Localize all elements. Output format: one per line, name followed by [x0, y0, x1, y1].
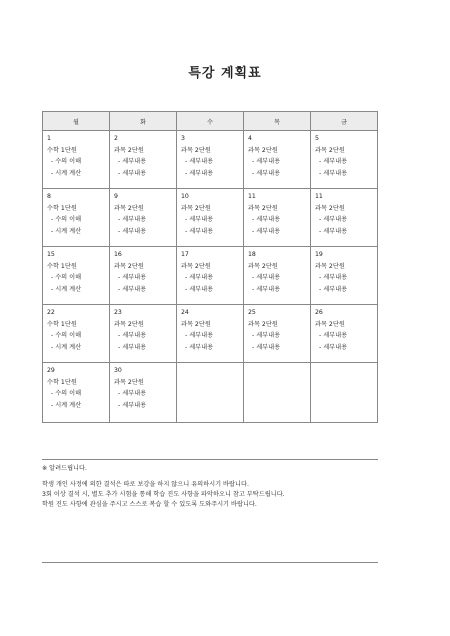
notice-heading: ※ 알려드립니다. [42, 465, 87, 472]
day-number: 1 [47, 135, 51, 142]
lesson-item: - 수의 이해 [51, 332, 82, 339]
day-cell [110, 131, 177, 189]
day-cell [43, 189, 110, 247]
lesson-title: 수학 1단원 [47, 204, 77, 212]
day-number: 10 [181, 193, 189, 200]
day-number: 11 [248, 193, 256, 200]
lesson-title: 과목 2단원 [248, 204, 278, 212]
divider-top [42, 459, 378, 460]
day-cell [43, 247, 110, 305]
lesson-item: - 수의 이해 [51, 390, 82, 397]
lesson-item: - 세부내용 [185, 285, 214, 293]
lesson-title: 과목 2단원 [181, 204, 211, 212]
notice-line: 학원 진도 사항에 관심을 주시고 스스로 복습 할 수 있도록 도와주시기 바랍니다. [42, 501, 257, 508]
lesson-item: - 시계 계산 [51, 401, 82, 409]
day-number: 18 [248, 251, 256, 258]
week-row [43, 189, 378, 247]
day-cell [110, 189, 177, 247]
lesson-title [181, 377, 240, 389]
lesson-title: 과목 2단원 [315, 146, 345, 154]
day-number: 25 [248, 309, 256, 316]
day-number: 2 [114, 135, 118, 142]
notice-line: 3회 이상 결석 시, 별도 추가 시험을 통해 학습 진도 사항을 파악하오니 참고 부탁드립니다. [42, 491, 285, 498]
lesson-item: - 세부내용 [252, 158, 281, 165]
day-number [248, 365, 307, 377]
lesson-item: - 세부내용 [185, 343, 214, 351]
lesson-item: - 세부내용 [252, 343, 281, 351]
week-row [43, 131, 378, 189]
lesson-title: 과목 2단원 [114, 146, 144, 154]
day-cell [311, 305, 378, 363]
day-cell [311, 363, 378, 423]
day-number: 8 [47, 193, 51, 200]
lesson-item [315, 400, 374, 412]
day-cell [311, 189, 378, 247]
lesson-item: - 세부내용 [118, 343, 147, 351]
day-number [315, 365, 374, 377]
day-cell [177, 131, 244, 189]
lesson-item: - 시계 계산 [51, 343, 82, 351]
day-cell [43, 131, 110, 189]
lesson-item: - 세부내용 [185, 158, 214, 165]
lesson-title: 과목 2단원 [181, 262, 211, 270]
day-number: 9 [114, 193, 118, 200]
day-cell [311, 247, 378, 305]
day-number [181, 365, 240, 377]
lesson-title: 수학 1단원 [47, 262, 77, 270]
day-number: 23 [114, 309, 122, 316]
lesson-item: - 세부내용 [118, 285, 147, 293]
lesson-title: 과목 2단원 [114, 320, 144, 328]
day-cell [244, 189, 311, 247]
lesson-item: - 세부내용 [252, 169, 281, 177]
day-number: 4 [248, 135, 252, 142]
day-number: 17 [181, 251, 189, 258]
day-cell [244, 305, 311, 363]
lesson-title: 과목 2단원 [315, 320, 345, 328]
day-number: 16 [114, 251, 122, 258]
lesson-item: - 세부내용 [185, 169, 214, 177]
lesson-item: - 세부내용 [118, 158, 147, 165]
lesson-title: 수학 1단원 [47, 320, 77, 328]
page-title: 특강 계획표 [188, 66, 262, 81]
day-number: 3 [181, 135, 185, 142]
day-number: 5 [315, 135, 319, 142]
lesson-item [248, 400, 307, 412]
week-row [43, 363, 378, 423]
lesson-item: - 세부내용 [319, 169, 348, 177]
notice-line: 학생 개인 사정에 의한 결석은 따로 보강을 하지 않으니 유의하시기 바랍니다. [42, 481, 249, 488]
day-cell [244, 247, 311, 305]
lesson-item: - 세부내용 [118, 332, 147, 339]
header-thu: 목 [244, 112, 311, 131]
header-mon: 월 [43, 112, 110, 131]
header-fri: 금 [311, 112, 378, 131]
lesson-item: - 세부내용 [185, 227, 214, 235]
lesson-title: 과목 2단원 [315, 262, 345, 270]
day-number: 30 [114, 367, 122, 374]
lesson-item: - 세부내용 [118, 401, 147, 409]
day-cell [110, 247, 177, 305]
lesson-title: 과목 2단원 [114, 378, 144, 386]
divider-bottom [42, 562, 378, 563]
lesson-item: - 세부내용 [319, 158, 348, 165]
week-row [43, 247, 378, 305]
lesson-item: - 세부내용 [118, 274, 147, 281]
day-number: 11 [315, 193, 323, 200]
lesson-item: - 세부내용 [319, 216, 348, 223]
lesson-title: 과목 2단원 [248, 262, 278, 270]
lesson-item: - 시계 계산 [51, 227, 82, 235]
lesson-item: - 시계 계산 [51, 285, 82, 293]
lesson-title: 과목 2단원 [181, 320, 211, 328]
lesson-title [248, 377, 307, 389]
lesson-title: 과목 2단원 [248, 146, 278, 154]
lesson-item: - 시계 계산 [51, 169, 82, 177]
lesson-item: - 세부내용 [252, 216, 281, 223]
lesson-title: 과목 2단원 [181, 146, 211, 154]
day-cell [177, 247, 244, 305]
day-cell [43, 305, 110, 363]
lesson-title: 과목 2단원 [114, 204, 144, 212]
day-cell [177, 305, 244, 363]
header-row [43, 112, 378, 131]
lesson-item: - 수의 이해 [51, 216, 82, 223]
lesson-item: - 수의 이해 [51, 158, 82, 165]
lesson-title: 수학 1단원 [47, 146, 77, 154]
header-wed: 수 [177, 112, 244, 131]
lesson-item: - 세부내용 [252, 227, 281, 235]
lesson-item: - 세부내용 [252, 332, 281, 339]
lesson-item: - 세부내용 [185, 274, 214, 281]
day-number: 15 [47, 251, 55, 258]
header-tue: 화 [110, 112, 177, 131]
lesson-item: - 세부내용 [319, 227, 348, 235]
lesson-item: - 세부내용 [185, 216, 214, 223]
lesson-item [181, 388, 240, 400]
lesson-item: - 세부내용 [319, 332, 348, 339]
lesson-item: - 세부내용 [319, 285, 348, 293]
lesson-title: 과목 2단원 [315, 204, 345, 212]
day-cell [110, 305, 177, 363]
day-cell [43, 363, 110, 423]
schedule-body [43, 131, 378, 423]
lesson-title: 과목 2단원 [248, 320, 278, 328]
lesson-item [181, 400, 240, 412]
day-number: 19 [315, 251, 323, 258]
lesson-title [315, 377, 374, 389]
day-cell [177, 363, 244, 423]
day-number: 29 [47, 367, 55, 374]
lesson-item: - 세부내용 [319, 274, 348, 281]
week-row [43, 305, 378, 363]
lesson-title: 과목 2단원 [114, 262, 144, 270]
day-number: 24 [181, 309, 189, 316]
lesson-item: - 세부내용 [319, 343, 348, 351]
notice-section [42, 464, 378, 510]
lesson-item [248, 388, 307, 400]
lesson-item [315, 388, 374, 400]
lesson-item: - 세부내용 [118, 169, 147, 177]
lesson-item: - 세부내용 [252, 285, 281, 293]
day-number: 26 [315, 309, 323, 316]
lesson-item: - 세부내용 [185, 332, 214, 339]
lesson-item: - 세부내용 [252, 274, 281, 281]
lesson-item: - 세부내용 [118, 216, 147, 223]
day-number: 22 [47, 309, 55, 316]
day-cell [177, 189, 244, 247]
day-cell [244, 363, 311, 423]
day-cell [311, 131, 378, 189]
day-cell [244, 131, 311, 189]
lesson-item: - 수의 이해 [51, 274, 82, 281]
schedule-table [42, 111, 378, 423]
lesson-item: - 세부내용 [118, 390, 147, 397]
lesson-title: 수학 1단원 [47, 378, 77, 386]
lesson-item: - 세부내용 [118, 227, 147, 235]
day-cell [110, 363, 177, 423]
